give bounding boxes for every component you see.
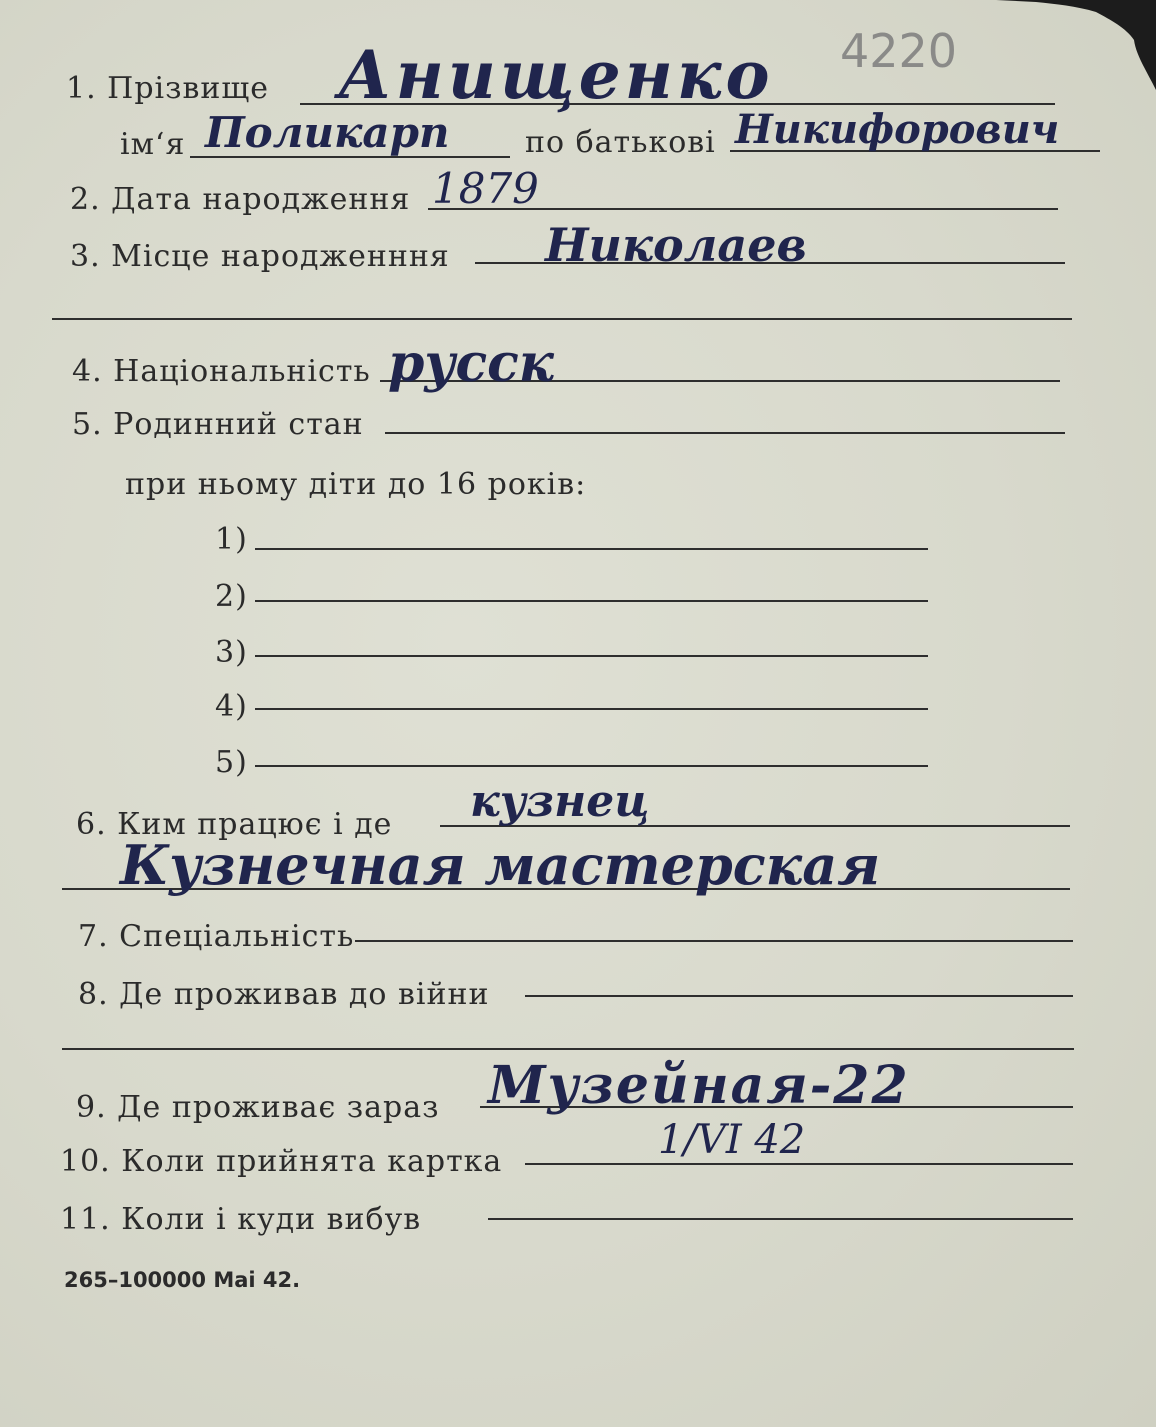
card-number: 4220 [840, 24, 958, 78]
child-3-line [255, 655, 928, 657]
field-departure-label: 11. Коли і куди вибув [60, 1202, 422, 1237]
field-specialty-line [355, 940, 1073, 942]
field-name-label: ім‘я [120, 127, 186, 162]
workplace-value: Кузнечная мастерская [120, 833, 881, 897]
torn-corner [996, 0, 1156, 90]
patronymic-value: Никифорович [735, 106, 1060, 153]
field-prewar-line-2 [62, 1048, 1074, 1050]
field-prewar-label: 8. Де проживав до війни [78, 977, 490, 1012]
field-prewar-line [525, 995, 1073, 997]
field-work-label: 6. Ким працює і де [76, 807, 393, 842]
field-current-address-label: 9. Де проживає зараз [76, 1090, 440, 1125]
field-surname-label: 1. Прізвище [66, 71, 270, 106]
field-card-date-line [525, 1163, 1073, 1165]
printer-mark: 265–100000 Mai 42. [64, 1268, 301, 1292]
field-specialty-label: 7. Спеціальність [78, 919, 355, 954]
child-5-label: 5) [215, 745, 248, 780]
nationality-value: русск [388, 333, 554, 394]
field-birthplace-line-2 [52, 318, 1072, 320]
occupation-value: кузнец [470, 776, 650, 827]
address-value: Музейная-22 [488, 1055, 910, 1116]
field-card-date-label: 10. Коли прийнята картка [60, 1144, 503, 1179]
child-1-label: 1) [215, 522, 248, 557]
birth-year-value: 1879 [432, 164, 539, 213]
field-family-line [385, 432, 1065, 434]
child-4-label: 4) [215, 689, 248, 724]
field-patronymic-label: по батькові [525, 125, 716, 160]
field-children-label: при ньому діти до 16 років: [125, 467, 587, 502]
field-family-label: 5. Родинний стан [72, 407, 364, 442]
surname-value: Анищенко [338, 36, 774, 114]
child-2-label: 2) [215, 579, 248, 614]
field-departure-line [488, 1218, 1073, 1220]
child-3-label: 3) [215, 635, 248, 670]
field-nationality-label: 4. Національність [72, 354, 371, 389]
field-birthplace-label: 3. Місце народженння [70, 239, 450, 274]
birthplace-value: Николаев [545, 218, 807, 272]
name-value: Поликарп [205, 108, 450, 157]
card-date-value: 1/VI 42 [658, 1117, 806, 1163]
child-4-line [255, 708, 928, 710]
child-2-line [255, 600, 928, 602]
child-1-line [255, 548, 928, 550]
child-5-line [255, 765, 928, 767]
field-birthdate-label: 2. Дата народження [70, 182, 411, 217]
